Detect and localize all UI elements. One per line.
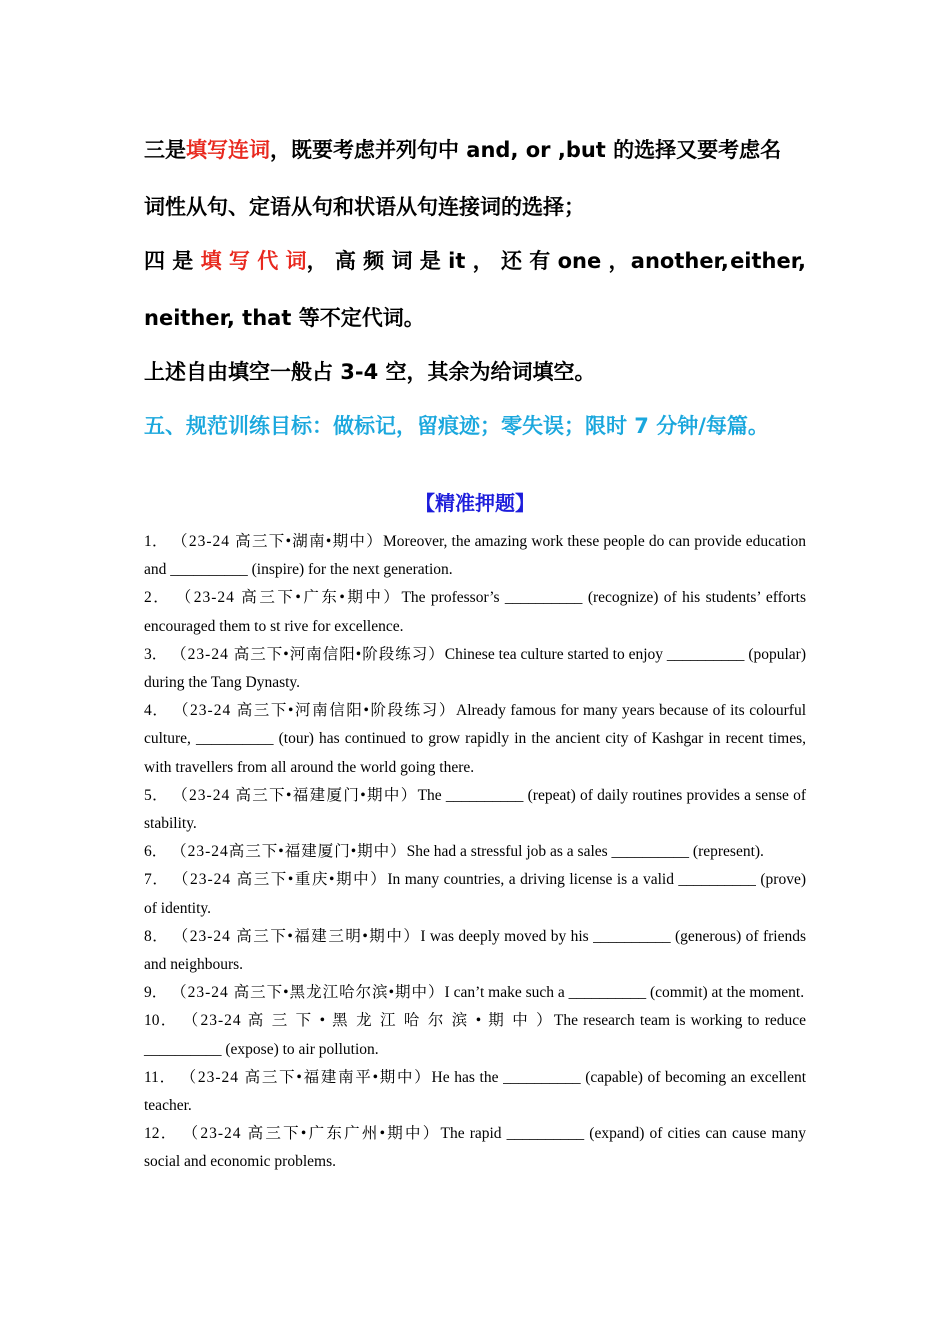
question-number: 5．	[144, 786, 168, 804]
question-text: Already famous for many years because of its colourful culture, __________ (tour) has continued to grow rapidly in the ancient city of Kashgar in recent times, with travellers from all around the world going there.	[144, 702, 807, 776]
question-text: He has the __________ (capable) of becoming an excellent teacher.	[144, 1068, 807, 1115]
highlight-conjunctions: 填写连词	[186, 138, 270, 162]
intro-line-3-mid: ， 高 频 词 是 it ， 还 有 one ，	[306, 249, 630, 273]
question-source: （23-24高三下•福建厦门•期中）	[171, 843, 407, 861]
question-item	[144, 584, 806, 640]
highlight-pronouns: 填 写 代 词	[200, 249, 307, 273]
question-number: 9．	[144, 984, 168, 1002]
question-item	[144, 1007, 806, 1063]
intro-line-1-start: 三是	[144, 138, 186, 162]
intro-line-3	[144, 239, 806, 283]
question-item	[144, 979, 806, 1007]
question-number: 8．	[144, 927, 169, 945]
question-number: 2．	[144, 589, 171, 607]
question-text: She had a stressful job as a sales __________ (represent).	[406, 843, 764, 861]
question-text: The professor’s __________ (recognize) of his students’ efforts encouraged them to st rive for excellence.	[144, 589, 806, 635]
question-list	[144, 528, 806, 1177]
question-number: 1．	[144, 533, 168, 550]
intro-line-5: 上述自由填空一般占 3-4 空，其余为给词填空。	[144, 360, 596, 384]
question-source: （23-24 高三下•福建厦门•期中）	[172, 786, 418, 804]
question-item	[144, 866, 806, 922]
question-source: （23-24 高三下•河南信阳•阶段练习）	[171, 645, 445, 663]
question-number: 6．	[144, 843, 168, 861]
document-page	[144, 128, 806, 1177]
section-title: 【精准押题】	[415, 491, 535, 515]
intro-line-1	[144, 128, 806, 172]
question-text: The research team is working to reduce __________ (expose) to air pollution.	[144, 1012, 807, 1058]
question-source: （23-24 高三下•黑龙江哈尔滨•期中）	[171, 984, 445, 1002]
question-number: 4．	[144, 702, 169, 720]
question-text: The rapid __________ (expand) of cities can cause many social and economic problems.	[144, 1125, 806, 1171]
intro-line-4: neither, that 等不定代词。	[144, 306, 425, 330]
question-source: （23-24 高 三 下 • 黑 龙 江 哈 尔 滨 • 期 中 ）	[182, 1012, 554, 1030]
question-text: Moreover, the amazing work these people do can provide education and __________ (inspire) for the next generation.	[144, 533, 807, 579]
question-source: （23-24 高三下•湖南•期中）	[172, 533, 384, 550]
question-source: （23-24 高三下•福建三明•期中）	[172, 927, 421, 945]
question-item	[144, 923, 806, 979]
intro-line-3-another: another,	[630, 249, 729, 273]
question-text: The __________ (repeat) of daily routines provides a sense of stability.	[144, 786, 806, 833]
question-source: （23-24 高三下•广东•期中）	[175, 589, 402, 607]
intro-line-2: 词性从句、定语从句和状语从句连接词的选择；	[144, 195, 585, 219]
question-item	[144, 528, 806, 584]
training-goal: 五、规范训练目标：做标记，留痕迹；零失误；限时 7 分钟/每篇。	[144, 414, 769, 438]
question-source: （23-24 高三下•广东广州•期中）	[182, 1125, 441, 1143]
question-item	[144, 1064, 806, 1120]
question-item	[144, 838, 806, 866]
question-source: （23-24 高三下•河南信阳•阶段练习）	[172, 702, 456, 720]
intro-line-1-end: ，既要考虑并列句中 and, or ,but 的选择又要考虑名	[270, 138, 782, 162]
question-number: 10．	[144, 1012, 178, 1030]
question-number: 3．	[144, 645, 168, 663]
question-item	[144, 1120, 806, 1176]
question-source: （23-24 高三下•重庆•期中）	[172, 871, 388, 889]
question-number: 11．	[144, 1068, 176, 1086]
question-item	[144, 697, 806, 782]
question-text: In many countries, a driving license is a valid __________ (prove) of identity.	[144, 871, 807, 917]
question-text: Chinese tea culture started to enjoy __________ (popular) during the Tang Dynasty.	[144, 645, 806, 692]
question-text: I can’t make such a __________ (commit) at the moment.	[444, 984, 805, 1002]
intro-line-3-start: 四 是	[144, 249, 201, 273]
question-number: 7．	[144, 871, 169, 889]
question-item	[144, 641, 806, 697]
question-number: 12．	[144, 1125, 178, 1143]
intro-line-3-either: either,	[730, 249, 806, 273]
question-source: （23-24 高三下•福建南平•期中）	[180, 1068, 432, 1086]
question-item	[144, 782, 806, 838]
question-text: I was deeply moved by his __________ (generous) of friends and neighbours.	[144, 927, 807, 974]
